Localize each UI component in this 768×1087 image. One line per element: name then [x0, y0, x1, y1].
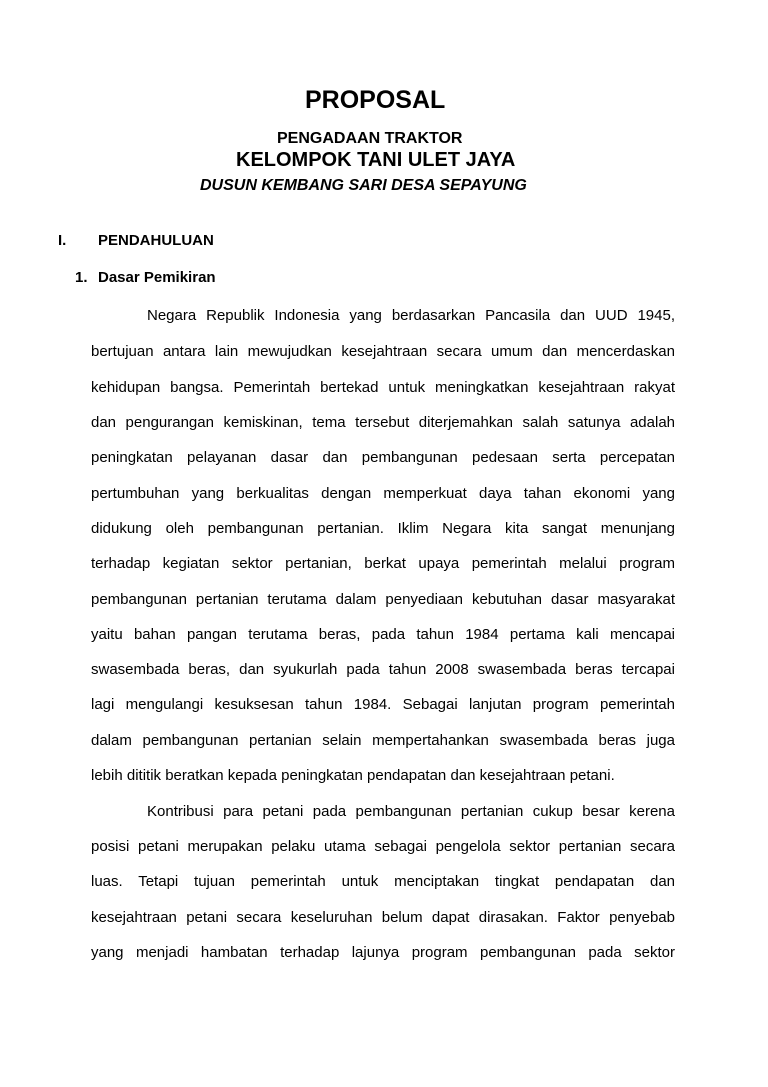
paragraph-line: luas. Tetapi tujuan pemerintah untuk menciptakan tingkat pendapatan dan [91, 873, 675, 890]
subsection-number: 1. [75, 269, 88, 286]
paragraph-line: terhadap kegiatan sektor pertanian, berkat upaya pemerintah melalui program [91, 555, 675, 572]
paragraph-line: yang menjadi hambatan terhadap lajunya program pembangunan pada sektor [91, 944, 675, 961]
group-name: KELOMPOK TANI ULET JAYA [236, 149, 516, 171]
paragraph-line: bertujuan antara lain mewujudkan kesejahtraan secara umum dan mencerdaskan [91, 343, 675, 360]
paragraph-line: yaitu bahan pangan terutama beras, pada tahun 1984 pertama kali mencapai [91, 626, 675, 643]
paragraph-line: pertumbuhan yang berkualitas dengan memperkuat daya tahan ekonomi yang [91, 485, 675, 502]
section-title: PENDAHULUAN [98, 232, 214, 249]
section-number: I. [58, 232, 67, 249]
document-subtitle: PENGADAAN TRAKTOR [277, 130, 463, 147]
location-line: DUSUN KEMBANG SARI DESA SEPAYUNG [200, 177, 527, 194]
paragraph-line: peningkatan pelayanan dasar dan pembangunan pedesaan serta percepatan [91, 449, 675, 466]
paragraph-line: didukung oleh pembangunan pertanian. Iklim Negara kita sangat menunjang [91, 520, 675, 537]
paragraph-line: posisi petani merupakan pelaku utama sebagai pengelola sektor pertanian secara [91, 838, 675, 855]
paragraph-line: dan pengurangan kemiskinan, tema tersebut diterjemahkan salah satunya adalah [91, 414, 675, 431]
paragraph-line: kesejahtraan petani secara keseluruhan belum dapat dirasakan. Faktor penyebab [91, 909, 675, 926]
paragraph-line: Negara Republik Indonesia yang berdasarkan Pancasila dan UUD 1945, [147, 307, 675, 324]
paragraph-line: kehidupan bangsa. Pemerintah bertekad untuk meningkatkan kesejahtraan rakyat [91, 379, 675, 396]
paragraph-line: Kontribusi para petani pada pembangunan pertanian cukup besar kerena [147, 803, 675, 820]
paragraph-line: lagi mengulangi kesuksesan tahun 1984. Sebagai lanjutan program pemerintah [91, 696, 675, 713]
subsection-title: Dasar Pemikiran [98, 269, 216, 286]
paragraph-line: swasembada beras, dan syukurlah pada tahun 2008 swasembada beras tercapai [91, 661, 675, 678]
document-title: PROPOSAL [305, 86, 446, 114]
paragraph-line: pembangunan pertanian terutama dalam penyediaan kebutuhan dasar masyarakat [91, 591, 675, 608]
paragraph-line: lebih dititik beratkan kepada peningkatan pendapatan dan kesejahtraan petani. [91, 767, 615, 784]
paragraph-line: dalam pembangunan pertanian selain mempertahankan swasembada beras juga [91, 732, 675, 749]
